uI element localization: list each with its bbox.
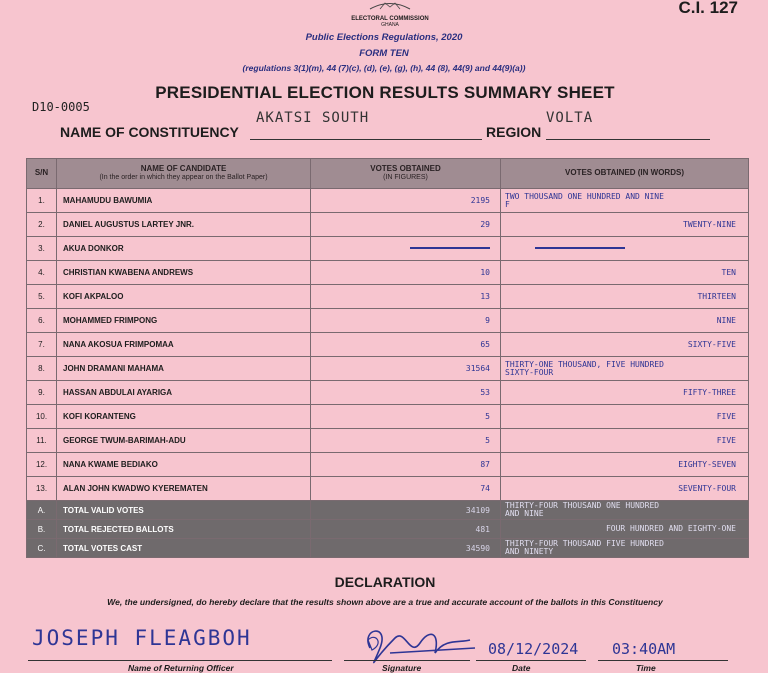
commission-name: ELECTORAL COMMISSION bbox=[351, 16, 429, 22]
votes-figures bbox=[311, 189, 501, 213]
time-underline bbox=[598, 660, 728, 661]
row-sn: C. bbox=[27, 539, 57, 558]
votes-words-line: FOUR HUNDRED AND EIGHTY-ONE bbox=[605, 524, 736, 533]
table-header-row bbox=[27, 159, 749, 189]
votes-words-line: F bbox=[505, 199, 510, 209]
candidate-name: MAHAMUDU BAWUMIA bbox=[57, 189, 311, 213]
votes-figures bbox=[311, 429, 501, 453]
votes-words bbox=[501, 333, 749, 357]
candidate-name: KOFI KORANTENG bbox=[57, 405, 311, 429]
signature-mark bbox=[350, 618, 490, 666]
table-body bbox=[27, 189, 749, 558]
row-sn: 5. bbox=[27, 285, 57, 309]
votes-words bbox=[501, 189, 749, 213]
votes-words-line: FIVE bbox=[716, 411, 736, 421]
row-sn: 9. bbox=[27, 381, 57, 405]
blank-dash-mark bbox=[535, 245, 625, 251]
votes-words bbox=[501, 261, 749, 285]
votes-figures-value: 31564 bbox=[465, 364, 490, 373]
votes-words-line: SEVENTY-FOUR bbox=[678, 483, 736, 493]
votes-figures-value: 5 bbox=[485, 412, 490, 421]
date-underline bbox=[476, 660, 586, 661]
officer-underline bbox=[28, 660, 332, 661]
votes-figures bbox=[311, 539, 501, 558]
votes-figures-value: 13 bbox=[480, 292, 490, 301]
row-sn: 6. bbox=[27, 309, 57, 333]
ci-number: C.I. 127 bbox=[678, 0, 738, 17]
votes-figures-value: 2195 bbox=[470, 196, 490, 205]
votes-words-line: THIRTEEN bbox=[697, 291, 736, 301]
votes-words bbox=[501, 381, 749, 405]
votes-words bbox=[501, 285, 749, 309]
votes-words-line: NINE bbox=[716, 315, 736, 325]
candidate-name: NANA KWAME BEDIAKO bbox=[57, 453, 311, 477]
votes-figures-value: 65 bbox=[480, 340, 490, 349]
votes-figures bbox=[311, 477, 501, 501]
candidate-row bbox=[27, 285, 749, 309]
station-code: D10-0005 bbox=[32, 100, 90, 114]
officer-label: Name of Returning Officer bbox=[128, 663, 234, 673]
form-title: FORM TEN bbox=[359, 48, 409, 59]
votes-figures bbox=[311, 261, 501, 285]
votes-figures-value: 481 bbox=[475, 524, 490, 534]
constituency-value: AKATSI SOUTH bbox=[256, 110, 370, 126]
votes-words-line: FIVE bbox=[716, 435, 736, 445]
candidate-name: DANIEL AUGUSTUS LARTEY JNR. bbox=[57, 213, 311, 237]
row-sn: 13. bbox=[27, 477, 57, 501]
candidate-row bbox=[27, 429, 749, 453]
officer-name: JOSEPH FLEAGBOH bbox=[32, 626, 252, 650]
candidate-row bbox=[27, 357, 749, 381]
votes-words-line: EIGHTY-SEVEN bbox=[678, 459, 736, 469]
candidate-name: CHRISTIAN KWABENA ANDREWS bbox=[57, 261, 311, 285]
votes-figures bbox=[311, 381, 501, 405]
region-label: REGION bbox=[486, 124, 542, 140]
votes-words-line: SIXTY-FIVE bbox=[687, 339, 736, 349]
votes-figures bbox=[311, 213, 501, 237]
votes-words bbox=[501, 237, 749, 261]
votes-words bbox=[501, 520, 749, 539]
votes-figures-value: 87 bbox=[480, 460, 490, 469]
votes-figures bbox=[311, 520, 501, 539]
votes-words-line: THIRTY-ONE THOUSAND, FIVE HUNDRED bbox=[505, 359, 664, 369]
votes-words bbox=[501, 539, 749, 558]
declaration-text: We, the undersigned, do hereby declare that the results shown above are a true and accurate account of the ballots in this Constituency bbox=[107, 597, 663, 607]
candidate-name: MOHAMMED FRIMPONG bbox=[57, 309, 311, 333]
summary-row bbox=[27, 501, 749, 520]
votes-words bbox=[501, 477, 749, 501]
summary-row bbox=[27, 539, 749, 558]
row-sn: 3. bbox=[27, 237, 57, 261]
row-sn: 10. bbox=[27, 405, 57, 429]
votes-figures bbox=[311, 501, 501, 520]
row-sn: 2. bbox=[27, 213, 57, 237]
votes-figures-value: 5 bbox=[485, 436, 490, 445]
regulations-title: Public Elections Regulations, 2020 bbox=[305, 32, 463, 43]
commission-country: GHANA bbox=[381, 22, 399, 28]
col-candidate-title: NAME OF CANDIDATE bbox=[140, 164, 227, 174]
summary-row bbox=[27, 520, 749, 539]
candidate-row bbox=[27, 309, 749, 333]
blank-dash-mark bbox=[410, 245, 490, 251]
candidate-row bbox=[27, 405, 749, 429]
votes-figures bbox=[311, 357, 501, 381]
constituency-underline bbox=[250, 139, 482, 140]
results-table bbox=[26, 158, 749, 558]
col-words-header: VOTES OBTAINED (IN WORDS) bbox=[501, 159, 749, 189]
votes-words-line: TWENTY-NINE bbox=[683, 219, 736, 229]
votes-words-line: THIRTY-FOUR THOUSAND FIVE HUNDRED bbox=[505, 539, 664, 548]
col-figures-title: VOTES OBTAINED bbox=[370, 164, 441, 174]
votes-words bbox=[501, 309, 749, 333]
votes-words bbox=[501, 453, 749, 477]
votes-figures-value: 29 bbox=[480, 220, 490, 229]
date-label: Date bbox=[512, 663, 531, 673]
region-value: VOLTA bbox=[546, 110, 594, 126]
votes-figures-value: 74 bbox=[480, 484, 490, 493]
votes-words bbox=[501, 213, 749, 237]
votes-words-line: AND NINETY bbox=[505, 547, 554, 556]
candidate-row bbox=[27, 237, 749, 261]
candidate-row bbox=[27, 213, 749, 237]
votes-words bbox=[501, 357, 749, 381]
candidate-row bbox=[27, 333, 749, 357]
votes-words-line: SIXTY-FOUR bbox=[505, 367, 554, 377]
row-sn: 4. bbox=[27, 261, 57, 285]
votes-figures bbox=[311, 453, 501, 477]
signature-underline bbox=[344, 660, 470, 661]
col-candidate-subtitle: (In the order in which they appear on the Ballot Paper) bbox=[99, 174, 268, 182]
row-sn: 11. bbox=[27, 429, 57, 453]
votes-figures-value: 10 bbox=[480, 268, 490, 277]
time-value: 03:40AM bbox=[612, 640, 676, 658]
summary-label: TOTAL REJECTED BALLOTS bbox=[57, 520, 311, 539]
regulation-refs: (regulations 3(1)(m), 44 (7)(c), (d), (e), (g), (h), 44 (8), 44(9) and 44(9)(a)) bbox=[242, 63, 526, 73]
votes-figures-value: 34590 bbox=[465, 543, 490, 553]
votes-words bbox=[501, 501, 749, 520]
candidate-row bbox=[27, 189, 749, 213]
col-sn-header: S/N bbox=[27, 159, 57, 189]
signature-label: Signature bbox=[382, 663, 422, 673]
emblem-icon bbox=[340, 0, 440, 10]
col-candidate-header bbox=[57, 159, 311, 189]
votes-figures bbox=[311, 309, 501, 333]
votes-figures-value: 9 bbox=[485, 316, 490, 325]
col-figures-subtitle: (IN FIGURES) bbox=[383, 174, 428, 182]
votes-figures-value: 34109 bbox=[465, 505, 490, 515]
candidate-name: GEORGE TWUM-BARIMAH-ADU bbox=[57, 429, 311, 453]
votes-words-line: AND NINE bbox=[505, 509, 544, 518]
row-sn: B. bbox=[27, 520, 57, 539]
time-label: Time bbox=[636, 663, 656, 673]
candidate-name: NANA AKOSUA FRIMPOMAA bbox=[57, 333, 311, 357]
votes-figures bbox=[311, 285, 501, 309]
candidate-row bbox=[27, 477, 749, 501]
votes-words-line: FIFTY-THREE bbox=[683, 387, 736, 397]
candidate-row bbox=[27, 453, 749, 477]
row-sn: 7. bbox=[27, 333, 57, 357]
constituency-label: NAME OF CONSTITUENCY bbox=[60, 124, 239, 140]
candidate-name: ALAN JOHN KWADWO KYEREMATEN bbox=[57, 477, 311, 501]
row-sn: 12. bbox=[27, 453, 57, 477]
summary-label: TOTAL VALID VOTES bbox=[57, 501, 311, 520]
votes-figures bbox=[311, 405, 501, 429]
candidate-row bbox=[27, 381, 749, 405]
votes-words bbox=[501, 405, 749, 429]
sheet-title: PRESIDENTIAL ELECTION RESULTS SUMMARY SHEET bbox=[155, 83, 615, 102]
date-value: 08/12/2024 bbox=[488, 640, 579, 658]
votes-words-line: THIRTY-FOUR THOUSAND ONE HUNDRED bbox=[505, 501, 660, 510]
candidate-row bbox=[27, 261, 749, 285]
row-sn: 8. bbox=[27, 357, 57, 381]
candidate-name: JOHN DRAMANI MAHAMA bbox=[57, 357, 311, 381]
declaration-title: DECLARATION bbox=[334, 574, 436, 590]
summary-label: TOTAL VOTES CAST bbox=[57, 539, 311, 558]
candidate-name: KOFI AKPALOO bbox=[57, 285, 311, 309]
votes-words-line: TEN bbox=[721, 267, 736, 277]
votes-figures bbox=[311, 237, 501, 261]
col-figures-header bbox=[311, 159, 501, 189]
votes-figures-value: 53 bbox=[480, 388, 490, 397]
row-sn: 1. bbox=[27, 189, 57, 213]
candidate-name: AKUA DONKOR bbox=[57, 237, 311, 261]
votes-words-line: TWO THOUSAND ONE HUNDRED AND NINE bbox=[505, 191, 664, 201]
candidate-name: HASSAN ABDULAI AYARIGA bbox=[57, 381, 311, 405]
votes-figures bbox=[311, 333, 501, 357]
votes-words bbox=[501, 429, 749, 453]
row-sn: A. bbox=[27, 501, 57, 520]
region-underline bbox=[546, 139, 710, 140]
